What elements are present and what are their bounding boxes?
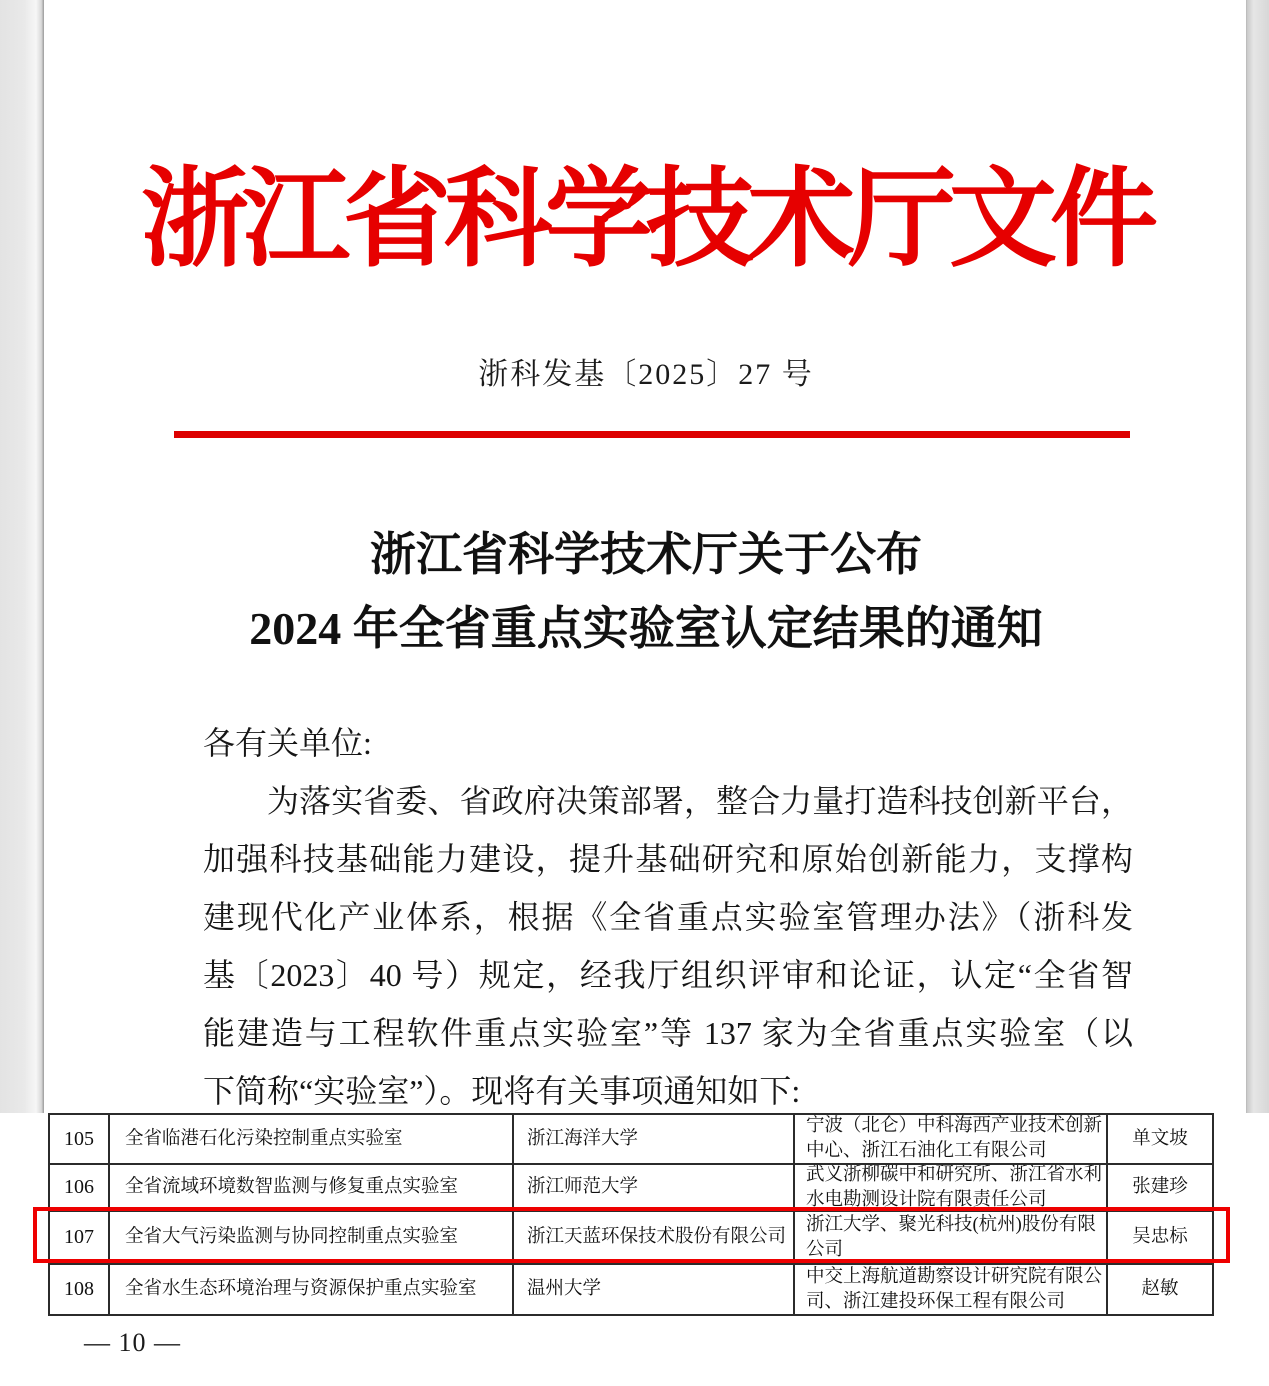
row-108-no: 108 [50,1265,110,1314]
row-107-no: 107 [50,1212,110,1265]
row-105-host: 浙江海洋大学 [514,1115,795,1165]
row-106-director: 张建珍 [1108,1165,1212,1212]
row-107-host: 浙江天蓝环保技术股份有限公司 [514,1212,795,1265]
notice-title-line-2: 2024 年全省重点实验室认定结果的通知 [249,603,1043,654]
notice-title-line-1: 浙江省科学技术厅关于公布 [370,529,922,580]
body-line-5: 能建造与工程软件重点实验室”等 137 家为全省重点实验室（以 [203,1015,1133,1051]
row-106-no: 106 [50,1165,110,1212]
notice-title [44,518,1248,666]
red-separator-line [174,431,1130,438]
row-105-no: 105 [50,1115,110,1165]
row-105-director: 单文坡 [1108,1115,1212,1165]
row-106-lab: 全省流域环境数智监测与修复重点实验室 [110,1165,514,1212]
row-108-director: 赵敏 [1141,1279,1179,1299]
row-107-highlight-box [33,1207,1230,1263]
body-line-4: 基〔2023〕40 号）规定，经我厅组织评审和论证，认定“全省智 [203,957,1133,993]
body-line-3: 建现代化产业体系，根据《全省重点实验室管理办法》（浙科发 [203,899,1133,935]
body-line-1: 为落实省委、省政府决策部署，整合力量打造科技创新平台， [267,783,1133,819]
row-105-partners: 宁波（北仑）中科海西产业技术创新中心、浙江石油化工有限公司 [795,1115,1108,1165]
body-line-2: 加强科技基础能力建设，提升基础研究和原始创新能力，支撑构 [203,841,1133,877]
row-105-lab: 全省临港石化污染控制重点实验室 [110,1115,514,1165]
row-108-partners: 中交上海航道勘察设计研究院有限公司、浙江建投环保工程有限公司 [795,1265,1108,1314]
salutation: 各有关单位: [203,725,372,761]
row-107-director: 吴忠标 [1108,1212,1212,1265]
page-right-margin [1246,0,1269,1113]
row-107-lab: 全省大气污染监测与协同控制重点实验室 [110,1212,514,1265]
letterhead-title: 浙江省科学技术厅文件 [140,161,1151,280]
row-108-lab: 全省水生态环境治理与资源保护重点实验室 [110,1265,514,1314]
body-paragraph [203,714,1133,1120]
row-107-partners: 浙江大学、聚光科技(杭州)股份有限公司 [795,1212,1108,1265]
doc-number: 浙科发基〔2025〕27 号 [478,358,814,391]
page-number: — 10 — [84,1328,181,1357]
row-108-host: 温州大学 [514,1265,795,1314]
row-106-host: 浙江师范大学 [514,1165,795,1212]
body-line-6: 下简称“实验室”）。现将有关事项通知如下: [203,1073,801,1109]
row-106-partners: 武义浙柳碳中和研究所、浙江省水利水电勘测设计院有限责任公司 [795,1165,1108,1212]
page-left-margin [0,0,44,1113]
